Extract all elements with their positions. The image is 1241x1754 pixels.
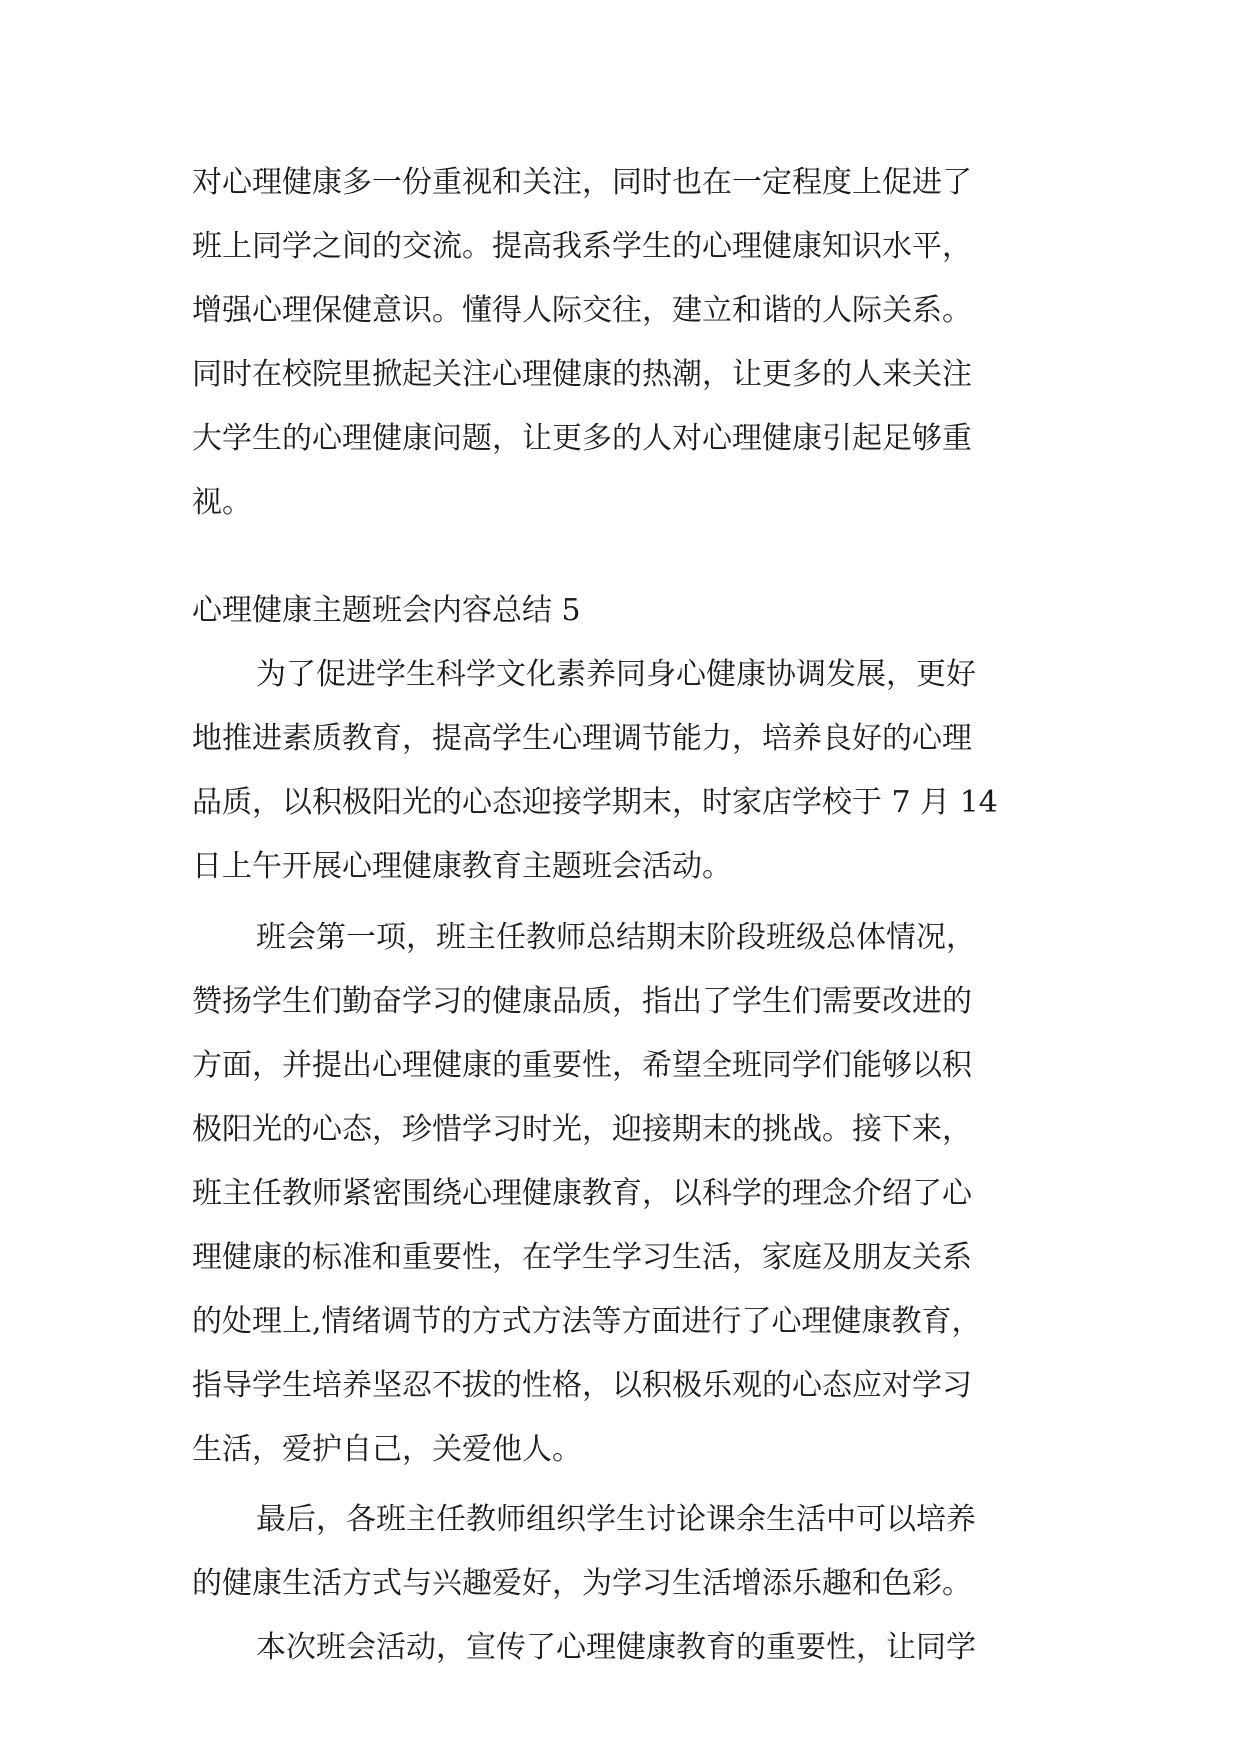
text-line: 指导学生培养坚忍不拔的性格，以积极乐观的心态应对学习: [192, 1368, 972, 1403]
text-line: 理健康的标准和重要性，在学生学习生活，家庭及朋友关系: [192, 1240, 972, 1275]
text-line: 赞扬学生们勤奋学习的健康品质，指出了学生们需要改进的: [192, 984, 972, 1019]
text-line: 大学生的心理健康问题，让更多的人对心理健康引起足够重: [192, 421, 972, 456]
text-line: 班主任教师紧密围绕心理健康教育，以科学的理念介绍了心: [192, 1176, 972, 1211]
text-line: 地推进素质教育，提高学生心理调节能力，培养良好的心理: [192, 721, 972, 756]
section-heading: 心理健康主题班会内容总结 5: [192, 593, 581, 628]
text-line: 日上午开展心理健康教育主题班会活动。: [192, 849, 732, 884]
text-line: 方面，并提出心理健康的重要性，希望全班同学们能够以积: [192, 1048, 972, 1083]
text-line: 视。: [192, 485, 252, 520]
text-line: 同时在校院里掀起关注心理健康的热潮，让更多的人来关注: [192, 357, 972, 392]
text-line: 对心理健康多一份重视和关注，同时也在一定程度上促进了: [192, 165, 972, 200]
text-line: 生活，爱护自己，关爱他人。: [192, 1432, 582, 1467]
paragraph-first-line: 本次班会活动，宣传了心理健康教育的重要性，让同学: [256, 1630, 976, 1665]
text-line: 增强心理保健意识。懂得人际交往，建立和谐的人际关系。: [192, 293, 972, 328]
text-line: 品质，以积极阳光的心态迎接学期末，时家店学校于 7 月 14: [192, 785, 998, 820]
paragraph-first-line: 为了促进学生科学文化素养同身心健康协调发展，更好: [256, 657, 976, 692]
paragraph-first-line: 班会第一项，班主任教师总结期末阶段班级总体情况，: [256, 920, 976, 955]
text-line: 极阳光的心态，珍惜学习时光，迎接期末的挑战。接下来，: [192, 1112, 972, 1147]
text-line: 的处理上,情绪调节的方式方法等方面进行了心理健康教育，: [192, 1304, 982, 1339]
text-line: 的健康生活方式与兴趣爱好，为学习生活增添乐趣和色彩。: [192, 1566, 972, 1601]
text-line: 班上同学之间的交流。提高我系学生的心理健康知识水平，: [192, 229, 972, 264]
paragraph-first-line: 最后，各班主任教师组织学生讨论课余生活中可以培养: [256, 1502, 976, 1537]
